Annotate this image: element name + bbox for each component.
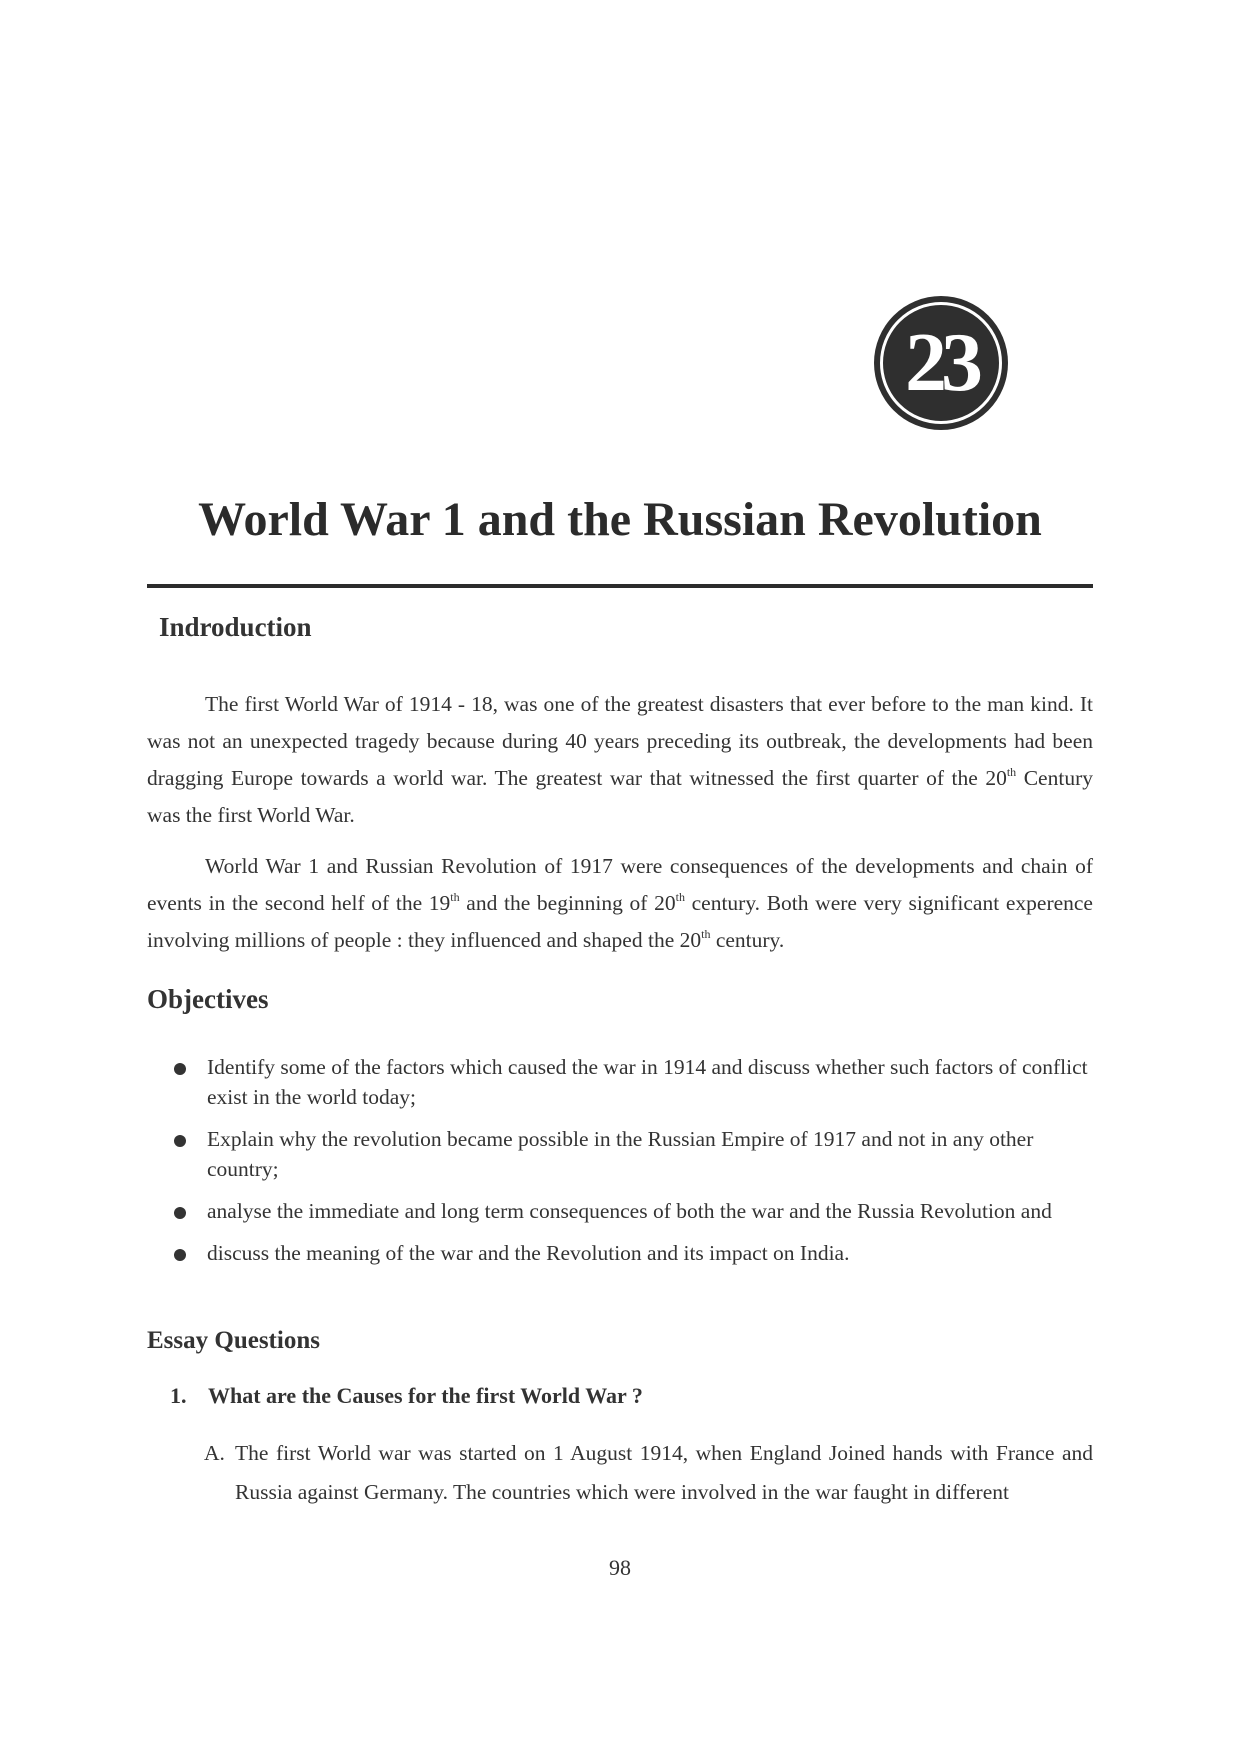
objectives-heading: Objectives [147,984,269,1014]
question-text: What are the Causes for the first World War ? [208,1383,643,1408]
objectives-list [147,1052,1093,1280]
title-divider [147,584,1093,588]
intro-p2-text-c: century. Both were very significant experence involving millions of people : they influenced and shaped the 20 [147,891,1093,952]
objective-item [147,1196,1093,1226]
bullet-icon [174,1207,186,1219]
objective-text: Identify some of the factors which caused the war in 1914 and discuss whether such factors of conflict exist in the world today; [207,1055,1088,1109]
question-number: 1. [170,1383,187,1408]
intro-p2-text-a: World War 1 and Russian Revolution of 1917 were consequences of the developments and chain of events in the second helf of the 19 [147,854,1093,915]
intro-p2-superscript-1: th [450,890,460,904]
answer-label: A. [204,1441,225,1465]
introduction-paragraph-1 [147,686,1093,834]
intro-p2-text-d: century. [710,928,785,952]
bullet-icon [174,1135,186,1147]
chapter-number-badge [874,296,1008,430]
intro-p1-text: The first World War of 1914 - 18, was one of the greatest disasters that ever before to the man kind. It was not an unexpected tragedy because during 40 years preceding its outbreak, the developments had been dragging Europe towards a world war. The greatest war that witnessed the first quarter of the [147,692,1093,790]
objective-text: Explain why the revolution became possible in the Russian Empire of 1917 and not in any other country; [207,1127,1034,1181]
intro-p1-number: 20 [985,766,1007,790]
essay-answer-1 [204,1434,1093,1512]
bullet-icon [174,1249,186,1261]
intro-p2-superscript-3: th [701,927,711,941]
objective-text: analyse the immediate and long term consequences of both the war and the Russia Revolution and [207,1199,1052,1223]
chapter-title: World War 1 and the Russian Revolution [198,493,1042,546]
introduction-paragraph-2 [147,848,1093,959]
objective-item [147,1052,1093,1112]
objective-text: discuss the meaning of the war and the Revolution and its impact on India. [207,1241,850,1265]
chapter-number: 23 [905,316,977,409]
objective-item [147,1124,1093,1184]
intro-p2-text-b: and the beginning of 20 [459,891,676,915]
page-number: 98 [609,1555,631,1580]
bullet-icon [174,1063,186,1075]
essay-question-1 [170,1383,643,1409]
essay-questions-heading: Essay Questions [147,1327,320,1354]
intro-p1-superscript: th [1006,765,1017,779]
intro-p2-superscript-2: th [675,890,685,904]
objective-item [147,1238,1093,1268]
answer-text: The first World war was started on 1 August 1914, when England Joined hands with France and Russia against Germany. The countries which were involved in the war faught in different [235,1441,1093,1504]
intro-p1-end: Century was the first World War. [147,766,1093,827]
introduction-heading: Indroduction [159,612,312,642]
